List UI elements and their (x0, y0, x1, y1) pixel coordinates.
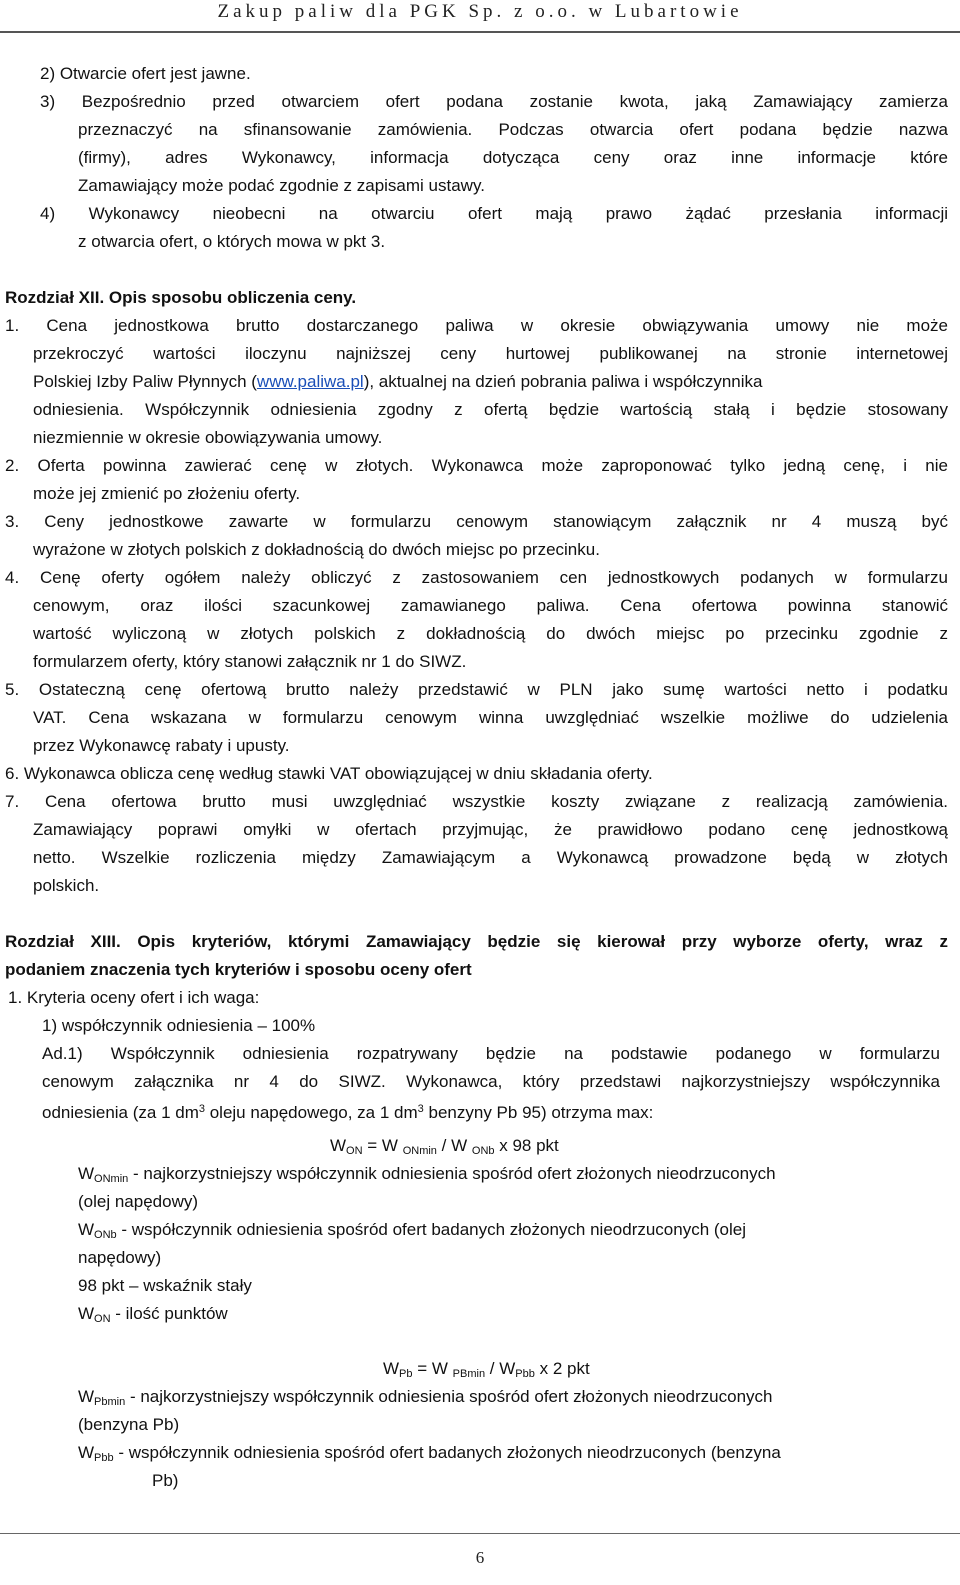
subscript: Pbmin (94, 1396, 126, 1408)
paragraph-3-line-2: wyrażone w złotych polskich z dokładnością do dwóch miejsc po przecinku. (33, 540, 600, 559)
subscript: ONmin (402, 1145, 437, 1157)
formula-part: W (330, 1136, 347, 1155)
list-item-4-line-2: z otwarcia ofert, o których mowa w pkt 3. (78, 232, 386, 251)
paragraph-7-line-1: 7. Cena ofertowa brutto musi uwzględniać wszystkie koszty związane z realizacją zamówienia. (5, 792, 948, 811)
definition-wpbmin-line-2: (benzyna Pb) (78, 1415, 180, 1434)
superscript: 3 (417, 1103, 424, 1115)
definition-wpbmin-line-1 (78, 1384, 773, 1415)
paragraph-4-line-2: cenowym, oraz ilości szacunkowej zamawianego paliwa. Cena ofertowa powinna stanowić (33, 596, 948, 615)
footer-divider (0, 1533, 960, 1534)
definition-text: - współczynnik odniesienia spośród ofert badanych złożonych nieodrzuconych (benzyna (113, 1443, 781, 1462)
paragraph-4-line-1: 4. Cenę oferty ogółem należy obliczyć z zastosowaniem cen jednostkowych podanych w formularzu (5, 568, 948, 587)
subscript: ON (346, 1145, 363, 1157)
paragraph-3-line-1: 3. Ceny jednostkowe zawarte w formularzu cenowym stanowiącym załącznik nr 4 muszą być (5, 512, 948, 531)
subscript: ONmin (94, 1173, 129, 1185)
paragraph-1-line-5: niezmiennie w okresie obowiązywania umowy. (33, 428, 383, 447)
definition-wonmin-line-1 (78, 1161, 776, 1192)
subscript: ONb (471, 1145, 495, 1157)
subscript: PBmin (452, 1368, 486, 1380)
paragraph-1-line-2: przekroczyć wartości iloczynu najniższej ceny hurtowej publikowanej na stronie internetowej (33, 344, 948, 363)
list-item-3-line-4: Zamawiający może podać zgodnie z zapisami ustawy. (78, 176, 485, 195)
subscript: Pbb (515, 1368, 535, 1380)
definition-wonb-line-1 (78, 1217, 746, 1248)
symbol: W (78, 1443, 95, 1462)
paragraph-2-line-1: 2. Oferta powinna zawierać cenę w złotych. Wykonawca może zaproponować tylko jedną cenę, i nie (5, 456, 948, 475)
paragraph-5-line-3: przez Wykonawcę rabaty i upusty. (33, 736, 290, 755)
paragraph-2-line-2: może jej zmienić po złożeniu oferty. (33, 484, 301, 503)
section-heading-xiii-line-1: Rozdział XIII. Opis kryteriów, którymi Zamawiający będzie się kierował przy wyborze oferty, wraz z (5, 932, 948, 951)
subscript: Pbb (94, 1452, 114, 1464)
subscript: ON (94, 1313, 111, 1325)
definition-text: - najkorzystniejszy współczynnik odniesienia spośród ofert złożonych nieodrzuconych (125, 1387, 773, 1406)
paragraph-5-line-1: 5. Ostateczną cenę ofertową brutto należy przedstawić w PLN jako sumę wartości netto i podatku (5, 680, 948, 699)
definition-text: - współczynnik odniesienia spośród ofert badanych złożonych nieodrzuconych (olej (116, 1220, 747, 1239)
formula-part: W (383, 1359, 400, 1378)
section-heading-xii: Rozdział XII. Opis sposobu obliczenia ceny. (5, 288, 357, 307)
formula-on (330, 1133, 559, 1164)
list-item-4-line-1: 4) Wykonawcy nieobecni na otwarciu ofert mają prawo żądać przesłania informacji (40, 204, 948, 223)
definition-constant: 98 pkt – wskaźnik stały (78, 1276, 252, 1295)
definition-text: - ilość punktów (110, 1304, 228, 1323)
definition-wpbb-line-2: Pb) (152, 1471, 179, 1490)
definition-won (78, 1301, 228, 1332)
symbol: W (78, 1220, 95, 1239)
criteria-intro: 1. Kryteria oceny ofert i ich waga: (8, 988, 260, 1007)
formula-part: = W (412, 1359, 453, 1378)
page-header: Zakup paliw dla PGK Sp. z o.o. w Lubartowie (217, 1, 743, 22)
text-segment: ), aktualnej na dzień pobrania paliwa i współczynnika (363, 372, 763, 391)
paragraph-1-line-1: 1. Cena jednostkowa brutto dostarczanego paliwa w okresie obwiązywania umowy nie może (5, 316, 948, 335)
paragraph-1-line-3 (33, 369, 762, 394)
criteria-desc-line-2: cenowym załącznika nr 4 do SIWZ. Wykonawca, który przedstawi najkorzystniejszy współczynnika (42, 1072, 940, 1091)
symbol: W (78, 1164, 95, 1183)
paragraph-7-line-2: Zamawiający poprawi omyłki w ofertach przyjmując, że prawidłowo podano cenę jednostkową (33, 820, 948, 839)
formula-part: / W (436, 1136, 472, 1155)
symbol: W (78, 1387, 95, 1406)
formula-part: x 98 pkt (494, 1136, 559, 1155)
list-item-3-line-3: (firmy), adres Wykonawcy, informacja dotycząca ceny oraz inne informacje które (78, 148, 948, 167)
criteria-desc-line-1: Ad.1) Współczynnik odniesienia rozpatrywany będzie na podstawie podanego w formularzu (42, 1044, 940, 1063)
definition-wonmin-line-2: (olej napędowy) (78, 1192, 199, 1211)
symbol: W (78, 1304, 95, 1323)
paragraph-4-line-3: wartość wyliczoną w złotych polskich z dokładnością do dwóch miejsc po przecinku zgodnie z (33, 624, 948, 643)
formula-part: / W (485, 1359, 516, 1378)
definition-wonb-line-2: napędowy) (78, 1248, 162, 1267)
definition-wpbb-line-1 (78, 1440, 781, 1471)
criteria-desc-line-3 (42, 1097, 653, 1125)
paragraph-7-line-3: netto. Wszelkie rozliczenia między Zamawiającym a Wykonawcą prowadzone będą w złotych (33, 848, 948, 867)
definition-text: - najkorzystniejszy współczynnik odniesienia spośród ofert złożonych nieodrzuconych (128, 1164, 776, 1183)
formula-part: x 2 pkt (534, 1359, 590, 1378)
text-segment: oleju napędowego, za 1 dm (205, 1103, 418, 1122)
criteria-item-1: 1) współczynnik odniesienia – 100% (42, 1016, 316, 1035)
text-segment: Polskiej Izby Paliw Płynnych ( (33, 372, 257, 391)
formula-part: = W (362, 1136, 403, 1155)
text-segment: benzyny Pb 95) otrzyma max: (423, 1103, 654, 1122)
section-heading-xiii-line-2: podaniem znaczenia tych kryteriów i sposobu oceny ofert (5, 960, 472, 979)
list-item-3-line-2: przeznaczyć na sfinansowanie zamówienia. Podczas otwarcia ofert podana będzie nazwa (78, 120, 948, 139)
subscript: Pb (399, 1368, 413, 1380)
paragraph-5-line-2: VAT. Cena wskazana w formularzu cenowym winna uwzględniać wszelkie możliwe do udzielenia (33, 708, 948, 727)
list-item-3-line-1: 3) Bezpośrednio przed otwarciem ofert podana zostanie kwota, jaką Zamawiający zamierza (40, 92, 948, 111)
header-divider (0, 31, 960, 33)
text-segment: odniesienia (za 1 dm (42, 1103, 199, 1122)
formula-pb (383, 1356, 590, 1387)
page-number: 6 (475, 1548, 485, 1567)
superscript: 3 (198, 1103, 205, 1115)
subscript: ONb (94, 1229, 117, 1241)
paragraph-4-line-4: formularzem oferty, który stanowi załącznik nr 1 do SIWZ. (33, 652, 467, 671)
paragraph-1-line-4: odniesienia. Współczynnik odniesienia zgodny z ofertą będzie wartością stałą i będzie stosowany (33, 400, 948, 419)
paliwa-link[interactable]: www.paliwa.pl (256, 372, 364, 391)
list-item-2: 2) Otwarcie ofert jest jawne. (40, 64, 251, 83)
paragraph-7-line-4: polskich. (33, 876, 100, 895)
paragraph-6: 6. Wykonawca oblicza cenę według stawki VAT obowiązującej w dniu składania oferty. (5, 764, 653, 783)
